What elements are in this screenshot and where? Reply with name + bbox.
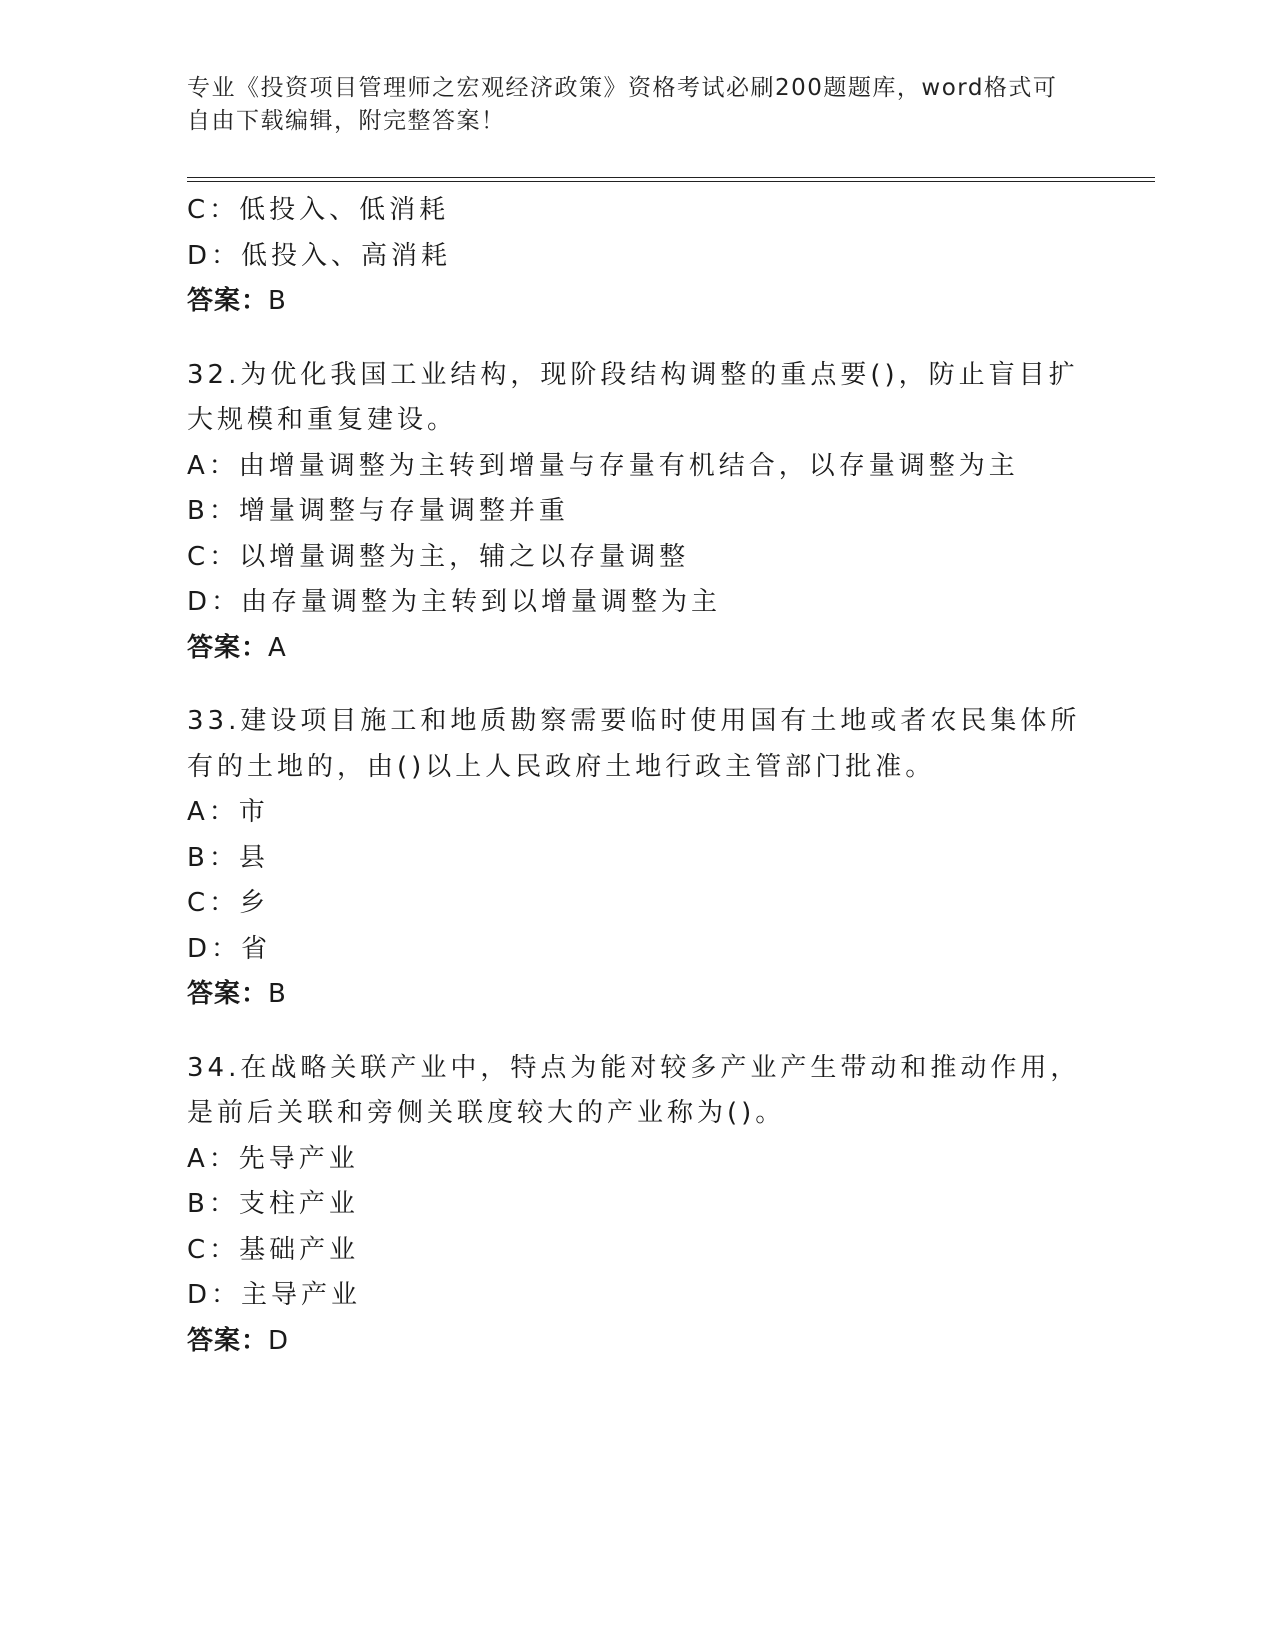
answer-line xyxy=(187,279,1087,325)
answer-line xyxy=(187,626,1087,672)
question-32 xyxy=(187,353,1087,672)
answer-label: 答案： xyxy=(187,1325,269,1356)
question-list xyxy=(187,188,1087,1364)
option-a: A：先导产业 xyxy=(187,1143,359,1174)
answer-value: D xyxy=(268,1325,291,1356)
option-d: D：由存量调整为主转到以增量调整为主 xyxy=(187,587,722,617)
option-c: C：低投入、低消耗 xyxy=(187,195,450,225)
question-stem: 34.在战略关联产业中，特点为能对较多产业产生带动和推动作用，是前后关联和旁侧关联度较大的产业称为()。 xyxy=(187,1052,1081,1128)
continued-question xyxy=(187,188,1087,325)
option-c: C：以增量调整为主，辅之以存量调整 xyxy=(187,541,690,572)
answer-label: 答案： xyxy=(187,632,269,663)
question-33 xyxy=(187,699,1087,1018)
option-d: D：主导产业 xyxy=(187,1280,362,1310)
option-d: D：省 xyxy=(187,933,272,964)
document-title: 专业《投资项目管理师之宏观经济政策》资格考试必刷200题题库，word格式可自由下载编辑，附完整答案！ xyxy=(187,75,1058,134)
question-34 xyxy=(187,1046,1087,1365)
question-stem: 32.为优化我国工业结构，现阶段结构调整的重点要()，防止盲目扩大规模和重复建设。 xyxy=(187,359,1079,435)
answer-label: 答案： xyxy=(187,979,269,1009)
option-a: A：市 xyxy=(187,797,269,827)
answer-value: A xyxy=(268,632,288,663)
question-stem: 33.建设项目施工和地质勘察需要临时使用国有土地或者农民集体所有的土地的，由()以上人民政府土地行政主管部门批准。 xyxy=(187,706,1081,782)
option-b: B：增量调整与存量调整并重 xyxy=(187,496,569,526)
answer-value: B xyxy=(268,979,288,1009)
option-c: C：乡 xyxy=(187,888,270,918)
option-a: A：由增量调整为主转到增量与存量有机结合，以存量调整为主 xyxy=(187,450,1019,481)
option-c: C：基础产业 xyxy=(187,1234,360,1265)
option-b: B：县 xyxy=(187,842,269,873)
answer-value: B xyxy=(268,286,288,316)
answer-label: 答案： xyxy=(187,286,269,316)
option-b: B：支柱产业 xyxy=(187,1189,359,1219)
answer-line xyxy=(187,972,1087,1018)
header-divider xyxy=(187,177,1155,182)
page-header xyxy=(187,72,1067,138)
answer-line xyxy=(187,1319,1087,1365)
option-d: D：低投入、高消耗 xyxy=(187,240,452,271)
